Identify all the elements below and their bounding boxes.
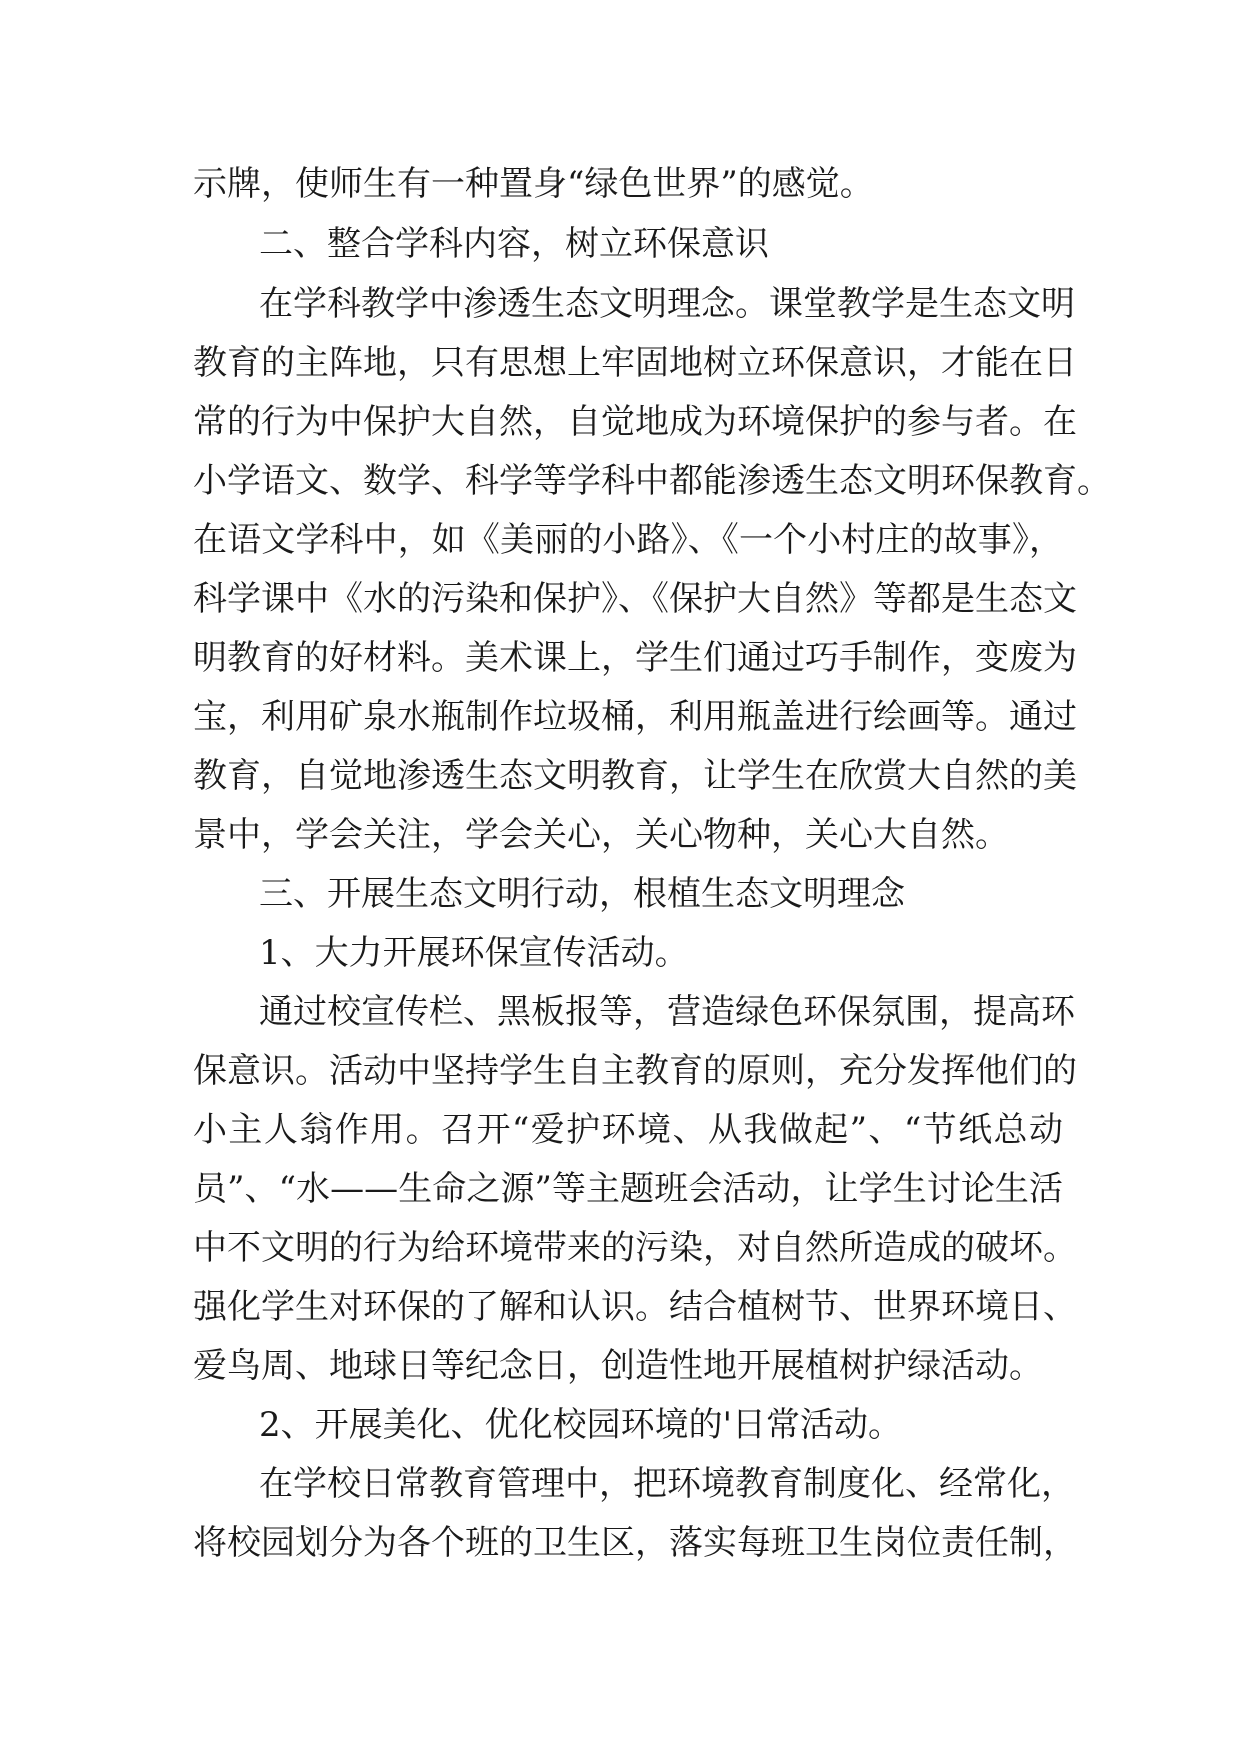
section-heading: 三、开展生态文明行动，根植生态文明理念 xyxy=(259,874,905,914)
text-line: 在学校日常教育管理中，把环境教育制度化、经常化， xyxy=(259,1464,1075,1504)
text-line: 常的行为中保护大自然，自觉地成为环境保护的参与者。在 xyxy=(193,402,1077,442)
text-line: 中不文明的行为给环境带来的污染，对自然所造成的破坏。 xyxy=(193,1228,1077,1268)
text-line: 强化学生对环保的了解和认识。结合植树节、世界环境日、 xyxy=(193,1287,1077,1327)
section-heading: 二、整合学科内容，树立环保意识 xyxy=(259,224,769,264)
text-line: 教育，自觉地渗透生态文明教育，让学生在欣赏大自然的美 xyxy=(193,756,1077,796)
text-line: 小学语文、数学、科学等学科中都能渗透生态文明环保教育。 xyxy=(193,461,1111,501)
text-line: 通过校宣传栏、黑板报等，营造绿色环保氛围，提高环 xyxy=(259,992,1075,1032)
text-line: 在语文学科中，如《美丽的小路》、《一个小村庄的故事》， xyxy=(193,520,1063,560)
text-line: 保意识。活动中坚持学生自主教育的原则，充分发挥他们的 xyxy=(193,1051,1077,1091)
text-line: 将校园划分为各个班的卫生区，落实每班卫生岗位责任制， xyxy=(193,1523,1077,1563)
subsection-heading: 1、大力开展环保宣传活动。 xyxy=(259,933,689,973)
subsection-heading: 2、开展美化、优化校园环境的'日常活动。 xyxy=(259,1405,902,1445)
text-line: 在学科教学中渗透生态文明理念。课堂教学是生态文明 xyxy=(259,284,1075,324)
text-line: 科学课中《水的污染和保护》、《保护大自然》等都是生态文 xyxy=(193,579,1077,619)
text-line: 爱鸟周、地球日等纪念日，创造性地开展植树护绿活动。 xyxy=(193,1346,1043,1386)
text-line: 员”、“水——生命之源”等主题班会活动，让学生讨论生活 xyxy=(193,1169,1063,1209)
text-line: 明教育的好材料。美术课上，学生们通过巧手制作，变废为 xyxy=(193,638,1077,678)
text-line: 宝，利用矿泉水瓶制作垃圾桶，利用瓶盖进行绘画等。通过 xyxy=(193,697,1077,737)
text-line: 教育的主阵地，只有思想上牢固地树立环保意识，才能在日 xyxy=(193,343,1077,383)
text-line: 景中，学会关注，学会关心，关心物种，关心大自然。 xyxy=(193,815,1009,855)
text-line: 示牌，使师生有一种置身“绿色世界”的感觉。 xyxy=(193,164,874,204)
text-line: 小主人翁作用。召开“爱护环境、从我做起”、“节纸总动 xyxy=(193,1110,1063,1150)
